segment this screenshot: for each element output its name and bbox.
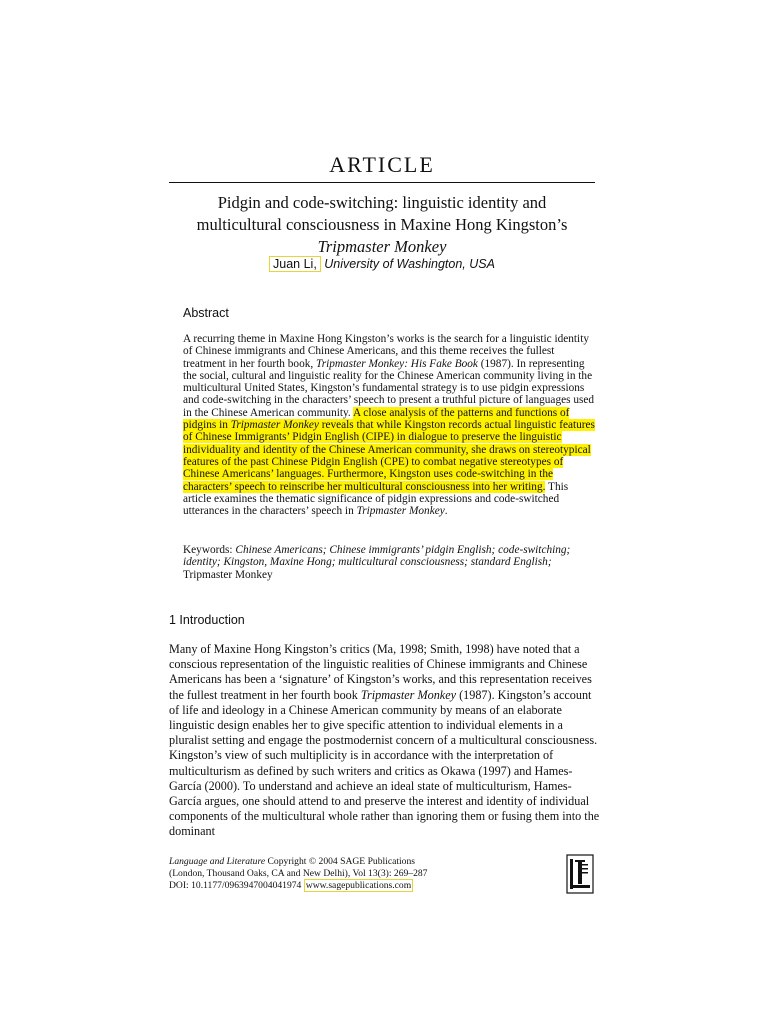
footer-journal: Language and Literature [169,856,266,867]
abstract-part-3-title: Tripmaster Monkey [356,505,445,518]
abstract-highlight-2[interactable]: reveals that while Kingston records actual linguistic features of Chinese Immigrants’ Pidgin English (CIPE) in dialogue to preserve the linguistic individuality and identity of the Chinese American community, she draws on stereotypical features of the past Chinese Pidgin English (CPE) to combat negative stereotypes of Chinese Americans’ languages. Furthermore, Kingston uses code-switching in the characters’ speech to reinscribe her multicultural consciousness into her writing. [183,419,595,493]
keywords-label: Keywords: [183,544,233,556]
abstract-text [183,333,597,517]
keywords-last: Tripmaster Monkey [183,568,273,581]
intro-book-title: Tripmaster Monkey [360,687,457,702]
title-rule [169,182,595,183]
journal-logo-svg [566,854,594,894]
keywords [183,544,597,581]
article-label: ARTICLE [329,152,435,177]
footer-copyright: Copyright © 2004 SAGE Publications [267,856,415,867]
footer-doi: DOI: 10.1177/0963947004041974 [169,880,302,892]
abstract-heading: Abstract [183,306,229,320]
intro-part-2: (1987). Kingston’s account of life and ideology in a Chinese American community by means of an elaborate linguistic design enables her to give specific attention to individual elements in a pluralist setting and engage the postmodernist concern of a multicultural consciousness. Kingston’s view of such multiplicity is in accordance with the interpretation of multiculturism as defined by such writers and critics as Okawa (1997) and Hames-García (2000). To understand and achieve an ideal state of multiculturism, Hames-García argues, one should attend to and preserve the interest and identity of individual components of the multicultural whole rather than ignoring them or fusing them into the dominant [169,687,600,839]
author-line [169,257,595,271]
footer-citation [169,856,499,893]
author-name[interactable]: Juan Li, [269,256,321,272]
journal-logo-icon [566,854,594,894]
abstract-end: . [444,505,448,518]
title-line-1: Pidgin and code-switching: linguistic identity and [217,193,547,212]
keywords-list: Chinese Americans; Chinese immigrants’ pidgin English; code-switching; identity; Kingston, Maxine Hong; multicultural consciousness; standard English; [183,544,571,569]
author-affiliation: University of Washington, USA [324,257,495,271]
title-line-3: Tripmaster Monkey [317,237,447,256]
article-title [165,192,599,258]
footer-publisher-line: (London, Thousand Oaks, CA and New Delhi), Vol 13(3): 269–287 [169,868,428,880]
abstract-part-1: A recurring theme in Maxine Hong Kingston’s works is the search for a linguistic identity of Chinese immigrants and Chinese Americans, and this theme receives the fullest treatment in her fourth book, [183,333,589,370]
abstract-part-2: (1987). In representing the social, cultural and linguistic reality for the Chinese American community living in the multicultural United States, Kingston’s fundamental strategy is to use pidgin expressions and code-switching in the characters’ speech to present a truthful picture of languages used in the Chinese American community. [183,357,595,419]
abstract-highlight-title[interactable]: Tripmaster Monkey [230,419,319,432]
introduction-body [169,642,601,840]
abstract-part-3: This article examines the thematic significance of pidgin expressions and code-switched utterances in the characters’ speech in [183,480,569,518]
abstract-highlight-1[interactable]: A close analysis of the patterns and functions of pidgins in [183,406,570,432]
footer-url-link[interactable]: www.sagepublications.com [305,880,412,892]
section-heading-introduction: 1 Introduction [169,613,245,627]
abstract-book-title: Tripmaster Monkey: His Fake Book [316,357,478,370]
title-line-2: multicultural consciousness in Maxine Hong Kingston’s [196,215,568,234]
intro-part-1: Many of Maxine Hong Kingston’s critics (Ma, 1998; Smith, 1998) have noted that a conscious representation of the linguistic realities of Chinese immigrants and Chinese Americans has been a ‘signature’ of Kingston’s works, and this representation receives the fullest treatment in her fourth book [169,642,592,702]
